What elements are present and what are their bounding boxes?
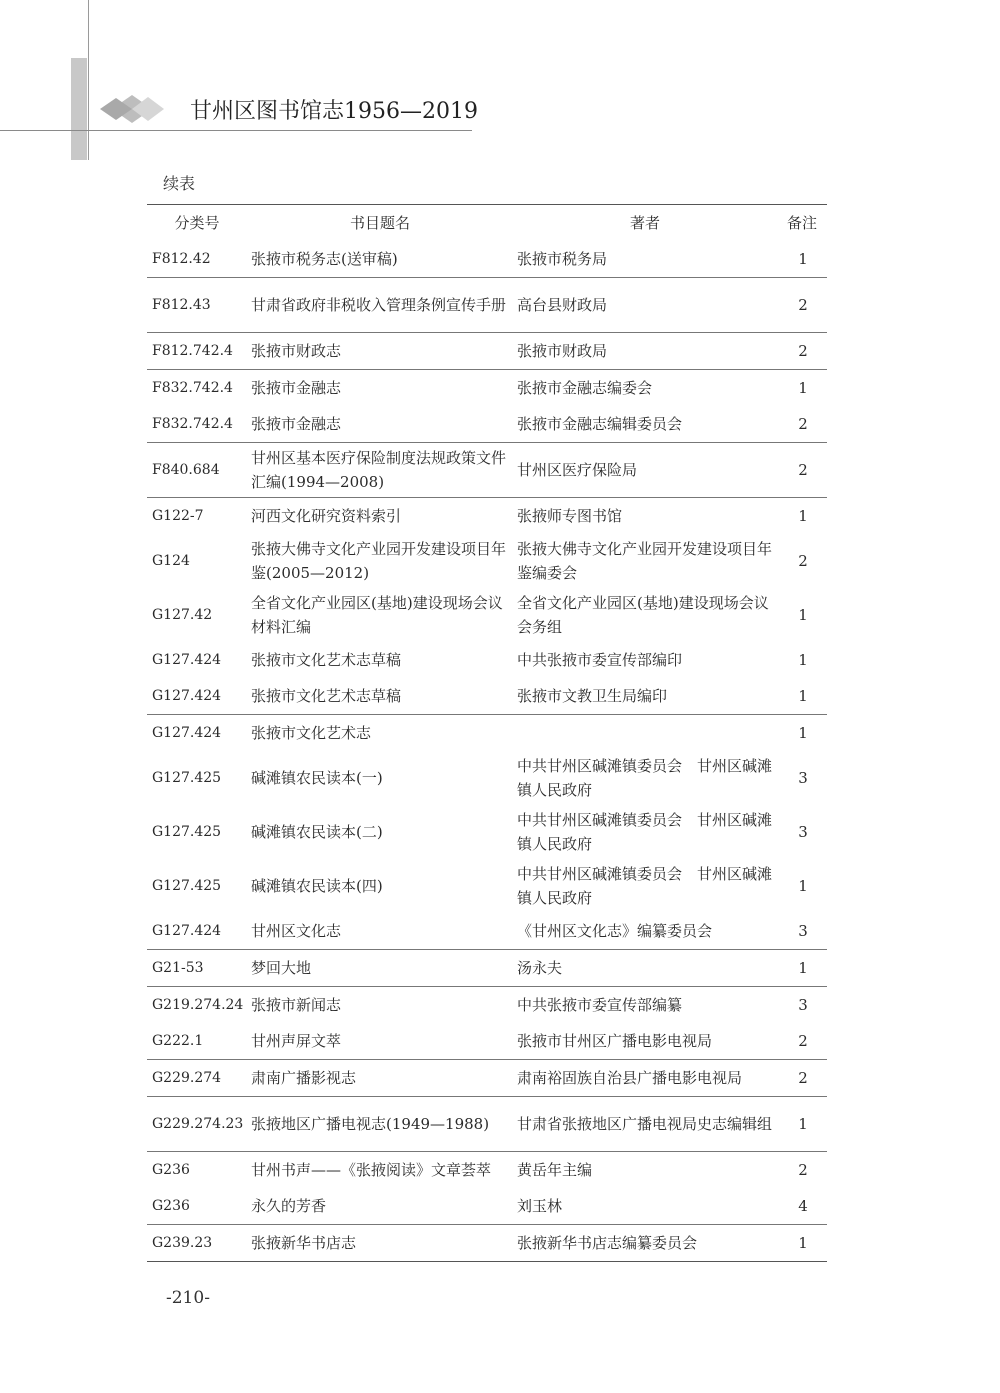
classification-number-cell: G122-7 bbox=[147, 498, 247, 535]
author-cell: 肃南裕固族自治县广播电影电视局 bbox=[513, 1060, 777, 1097]
classification-number-cell: F812.42 bbox=[152, 251, 211, 267]
header-vertical-rule bbox=[88, 0, 89, 160]
remarks-cell: 1 bbox=[798, 250, 808, 268]
remarks-cell: 2 bbox=[777, 333, 827, 370]
classification-number-cell: G127.425 bbox=[152, 824, 222, 840]
table-row bbox=[147, 987, 827, 1024]
table-row bbox=[147, 370, 827, 407]
classification-number-cell: G127.425 bbox=[152, 770, 222, 786]
table-row bbox=[147, 642, 827, 678]
remarks-cell: 1 bbox=[777, 1097, 827, 1152]
table-row bbox=[147, 1225, 827, 1262]
author-cell: 《甘州区文化志》编纂委员会 bbox=[517, 922, 713, 940]
book-title-cell: 甘州书声——《张掖阅读》文章荟萃 bbox=[247, 1152, 513, 1189]
classification-number-cell: G127.424 bbox=[152, 923, 222, 939]
table-row bbox=[147, 751, 827, 805]
table-row bbox=[147, 1152, 827, 1189]
classification-number-cell: G229.274 bbox=[147, 1060, 247, 1097]
table-row bbox=[147, 805, 827, 859]
classification-number-cell: G229.274.23 bbox=[147, 1097, 247, 1152]
author-cell: 中共甘州区碱滩镇委员会 甘州区碱滩镇人民政府 bbox=[517, 865, 773, 907]
header-diamond-icon bbox=[96, 93, 176, 125]
table-row bbox=[147, 950, 827, 987]
book-title-cell: 碱滩镇农民读本(四) bbox=[251, 877, 383, 895]
remarks-cell: 1 bbox=[777, 498, 827, 535]
book-title-cell: 梦回大地 bbox=[247, 950, 513, 987]
table-row bbox=[147, 443, 827, 498]
book-title-cell: 全省文化产业园区(基地)建设现场会议材料汇编 bbox=[251, 594, 503, 636]
classification-number-cell: F832.742.4 bbox=[152, 416, 233, 432]
remarks-cell: 3 bbox=[798, 922, 808, 940]
header-gray-bar bbox=[71, 58, 87, 160]
table-row bbox=[147, 1188, 827, 1225]
author-cell: 汤永夫 bbox=[513, 950, 777, 987]
classification-number-cell: G236 bbox=[147, 1152, 247, 1189]
book-title-cell: 甘肃省政府非税收入管理条例宣传手册 bbox=[247, 278, 513, 333]
header-horizontal-rule bbox=[0, 130, 472, 131]
header-book-title: 书目题名 bbox=[349, 214, 410, 232]
book-title-cell: 张掖市新闻志 bbox=[247, 987, 513, 1024]
author-cell: 刘玉林 bbox=[517, 1197, 563, 1215]
classification-number-cell: G21-53 bbox=[147, 950, 247, 987]
table-row bbox=[147, 241, 827, 278]
remarks-cell: 2 bbox=[777, 1060, 827, 1097]
classification-number-cell: G124 bbox=[152, 553, 190, 569]
author-cell: 张掖市甘州区广播电影电视局 bbox=[517, 1032, 713, 1050]
remarks-cell: 3 bbox=[798, 769, 808, 787]
book-title-cell: 肃南广播影视志 bbox=[247, 1060, 513, 1097]
header-classification-number: 分类号 bbox=[174, 214, 220, 232]
continued-table-label: 续表 bbox=[163, 174, 196, 193]
remarks-cell: 1 bbox=[798, 687, 808, 705]
classification-number-cell: F832.742.4 bbox=[147, 370, 247, 407]
remarks-cell: 2 bbox=[798, 552, 808, 570]
author-cell: 张掖市金融志编辑委员会 bbox=[517, 415, 683, 433]
book-title-cell: 张掖市税务志(送审稿) bbox=[251, 250, 398, 268]
remarks-cell: 2 bbox=[798, 1032, 808, 1050]
remarks-cell: 2 bbox=[798, 415, 808, 433]
classification-number-cell: G127.424 bbox=[152, 688, 222, 704]
author-cell: 黄岳年主编 bbox=[513, 1152, 777, 1189]
remarks-cell: 4 bbox=[798, 1197, 808, 1215]
classification-number-cell: G127.425 bbox=[152, 878, 222, 894]
table-row bbox=[147, 406, 827, 443]
classification-number-cell: F812.43 bbox=[147, 278, 247, 333]
author-cell: 甘州区医疗保险局 bbox=[513, 443, 777, 498]
book-title-cell: 张掖市金融志 bbox=[251, 415, 342, 433]
book-title-cell: 甘州区基本医疗保险制度法规政策文件汇编(1994—2008) bbox=[247, 443, 513, 498]
book-title-cell: 张掖市财政志 bbox=[247, 333, 513, 370]
catalog-table bbox=[147, 204, 827, 1262]
remarks-cell: 1 bbox=[777, 950, 827, 987]
author-cell: 中共甘州区碱滩镇委员会 甘州区碱滩镇人民政府 bbox=[517, 757, 773, 799]
author-cell: 甘肃省张掖地区广播电视局史志编辑组 bbox=[513, 1097, 777, 1152]
remarks-cell: 2 bbox=[777, 278, 827, 333]
classification-number-cell: F812.742.4 bbox=[147, 333, 247, 370]
author-cell: 张掖市文教卫生局编印 bbox=[517, 687, 668, 705]
author-cell: 张掖市财政局 bbox=[513, 333, 777, 370]
book-title-cell: 张掖市文化艺术志草稿 bbox=[251, 651, 402, 669]
book-title-cell: 张掖市金融志 bbox=[247, 370, 513, 407]
remarks-cell: 1 bbox=[777, 1225, 827, 1262]
book-title-cell: 甘州区文化志 bbox=[251, 922, 342, 940]
remarks-cell: 1 bbox=[777, 370, 827, 407]
remarks-cell: 2 bbox=[777, 443, 827, 498]
remarks-cell: 2 bbox=[777, 1152, 827, 1189]
book-title-cell: 张掖市文化艺术志草稿 bbox=[251, 687, 402, 705]
author-cell: 高台县财政局 bbox=[513, 278, 777, 333]
remarks-cell: 1 bbox=[777, 715, 827, 752]
classification-number-cell: G127.424 bbox=[152, 652, 222, 668]
table-row bbox=[147, 1023, 827, 1060]
author-cell: 张掖市税务局 bbox=[517, 250, 608, 268]
table-row bbox=[147, 534, 827, 588]
header-remarks: 备注 bbox=[786, 214, 817, 232]
author-cell: 张掖师专图书馆 bbox=[513, 498, 777, 535]
table-row bbox=[147, 913, 827, 950]
classification-number-cell: G239.23 bbox=[147, 1225, 247, 1262]
book-title-cell: 张掖大佛寺文化产业园开发建设项目年鉴(2005—2012) bbox=[251, 540, 507, 582]
author-cell: 中共张掖市委宣传部编印 bbox=[517, 651, 683, 669]
author-cell: 中共张掖市委宣传部编纂 bbox=[513, 987, 777, 1024]
table-row bbox=[147, 859, 827, 913]
book-title-cell: 张掖新华书店志 bbox=[247, 1225, 513, 1262]
book-title-cell: 张掖市文化艺术志 bbox=[247, 715, 513, 752]
page-header-title: 甘州区图书馆志1956—2019 bbox=[190, 99, 478, 124]
book-title-cell: 甘州声屏文萃 bbox=[251, 1032, 342, 1050]
table-row bbox=[147, 333, 827, 370]
table-row bbox=[147, 1097, 827, 1152]
author-cell bbox=[513, 715, 777, 752]
table-row bbox=[147, 678, 827, 715]
remarks-cell: 3 bbox=[777, 987, 827, 1024]
header-author: 著者 bbox=[629, 214, 660, 232]
table-row bbox=[147, 1060, 827, 1097]
remarks-cell: 1 bbox=[798, 877, 808, 895]
author-cell: 张掖市金融志编委会 bbox=[513, 370, 777, 407]
table-body bbox=[147, 241, 827, 1262]
table-row bbox=[147, 498, 827, 535]
table-row bbox=[147, 715, 827, 752]
classification-number-cell: G222.1 bbox=[152, 1033, 204, 1049]
remarks-cell: 1 bbox=[798, 606, 808, 624]
remarks-cell: 1 bbox=[798, 651, 808, 669]
table-header-row bbox=[147, 205, 827, 242]
author-cell: 张掖新华书店志编纂委员会 bbox=[513, 1225, 777, 1262]
book-title-cell: 永久的芳香 bbox=[251, 1197, 327, 1215]
book-title-cell: 碱滩镇农民读本(一) bbox=[251, 769, 383, 787]
author-cell: 全省文化产业园区(基地)建设现场会议会务组 bbox=[517, 594, 769, 636]
page-number: -210- bbox=[166, 1288, 210, 1308]
table-row bbox=[147, 588, 827, 642]
classification-number-cell: F840.684 bbox=[147, 443, 247, 498]
book-title-cell: 碱滩镇农民读本(二) bbox=[251, 823, 383, 841]
classification-number-cell: G219.274.24 bbox=[147, 987, 247, 1024]
author-cell: 中共甘州区碱滩镇委员会 甘州区碱滩镇人民政府 bbox=[517, 811, 773, 853]
author-cell: 张掖大佛寺文化产业园开发建设项目年鉴编委会 bbox=[517, 540, 773, 582]
classification-number-cell: G127.42 bbox=[152, 607, 213, 623]
classification-number-cell: G127.424 bbox=[147, 715, 247, 752]
classification-number-cell: G236 bbox=[152, 1198, 190, 1214]
table-row bbox=[147, 278, 827, 333]
book-title-cell: 河西文化研究资料索引 bbox=[247, 498, 513, 535]
remarks-cell: 3 bbox=[798, 823, 808, 841]
book-title-cell: 张掖地区广播电视志(1949—1988) bbox=[247, 1097, 513, 1152]
